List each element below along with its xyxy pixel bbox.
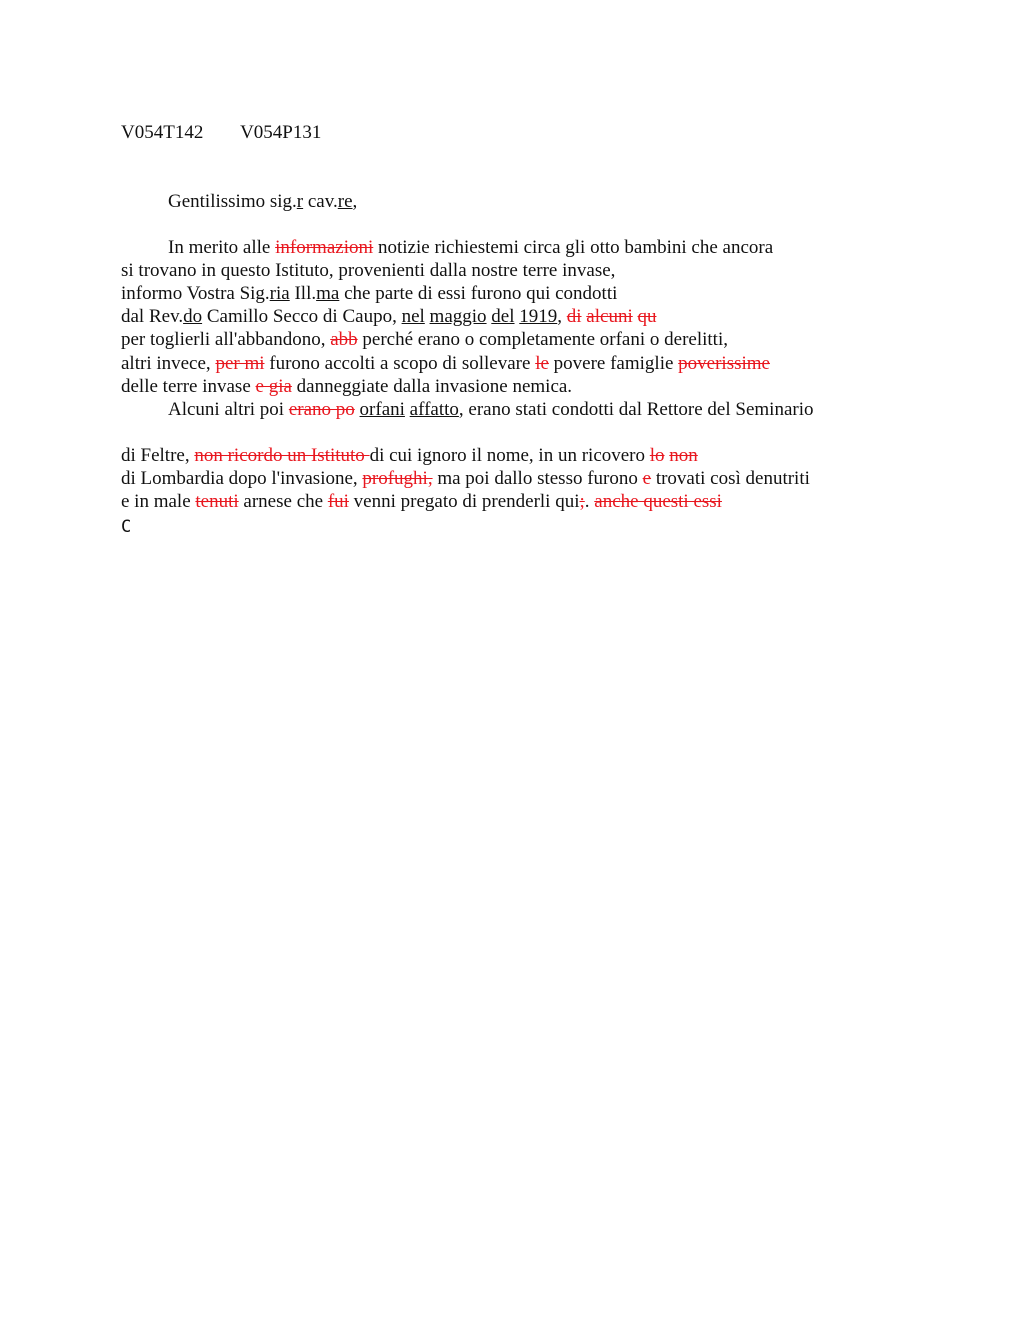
letter-line: [121, 516, 131, 539]
letter-line: [121, 467, 810, 490]
line-text: notizie richiestemi circa gli otto bambini che ancora: [373, 237, 774, 258]
line-text: , erano stati condotti dal Rettore del Seminario: [458, 399, 814, 420]
deleted-text: abb: [330, 329, 358, 350]
deleted-text: e gia: [255, 376, 292, 397]
underlined-text: nel: [401, 306, 425, 327]
deleted-text: non ricordo un Istituto: [194, 445, 370, 466]
line-text: cav.: [303, 191, 338, 212]
deleted-text: fui: [327, 491, 349, 512]
letter-line: [121, 375, 572, 398]
line-text: per toglierli all'abbandono,: [121, 329, 331, 350]
line-text: si trovano in questo Istituto, provenienti dalla nostre terre invase,: [121, 260, 616, 281]
letter-line: [168, 398, 814, 421]
line-text: Camillo Secco di Caupo,: [202, 306, 402, 327]
line-text: ma poi dallo stesso furono: [432, 468, 643, 489]
underlined-text: re: [337, 191, 353, 212]
deleted-text: poverissime: [678, 353, 770, 374]
deleted-text: alcuni: [586, 306, 633, 327]
underlined-text: 1919: [519, 306, 558, 327]
line-text: informo Vostra Sig.: [121, 283, 270, 304]
line-text: venni pregato di prenderli qui: [348, 491, 580, 512]
line-text: C: [121, 517, 132, 537]
document-code: V054T142: [121, 122, 204, 143]
deleted-text: lo: [649, 445, 665, 466]
line-text: dal Rev.: [121, 306, 184, 327]
deleted-text: e: [642, 468, 652, 489]
line-text: Ill.: [289, 283, 317, 304]
underlined-text: do: [183, 306, 203, 327]
line-text: di cui ignoro il nome, in un ricovero: [369, 445, 650, 466]
letter-line: [168, 190, 357, 213]
letter-line: [121, 444, 698, 467]
page-code: V054P131: [240, 122, 322, 143]
underlined-text: orfani: [359, 399, 405, 420]
document-header: [121, 121, 321, 144]
deleted-text: tenuti: [195, 491, 239, 512]
line-text: di Lombardia dopo l'invasione,: [121, 468, 363, 489]
line-text: che parte di essi furono qui condotti: [339, 283, 618, 304]
line-text: furono accolti a scopo di sollevare: [264, 353, 536, 374]
underlined-text: r: [296, 191, 304, 212]
line-text: ,: [352, 191, 358, 212]
line-text: di Feltre,: [121, 445, 195, 466]
line-text: povere famiglie: [548, 353, 679, 374]
deleted-text: qu: [637, 306, 657, 327]
line-text: Alcuni altri poi: [168, 399, 289, 420]
underlined-text: ria: [269, 283, 290, 304]
underlined-text: del: [491, 306, 515, 327]
line-text: .: [584, 491, 595, 512]
underlined-text: affatto: [409, 399, 459, 420]
line-text: ,: [557, 306, 567, 327]
deleted-text: ;: [579, 491, 585, 512]
line-text: danneggiate dalla invasione nemica.: [291, 376, 573, 397]
underlined-text: maggio: [429, 306, 487, 327]
letter-line: [121, 352, 770, 375]
line-text: delle terre invase: [121, 376, 256, 397]
line-text: Gentilissimo sig.: [168, 191, 297, 212]
letter-line: [121, 259, 615, 282]
letter-line: [168, 236, 773, 259]
deleted-text: non: [669, 445, 698, 466]
deleted-text: erano po: [288, 399, 355, 420]
underlined-text: ma: [316, 283, 340, 304]
letter-line: [121, 328, 728, 351]
deleted-text: per mi: [215, 353, 265, 374]
deleted-text: di: [566, 306, 582, 327]
line-text: trovati così denutriti: [651, 468, 810, 489]
deleted-text: profughi,: [362, 468, 433, 489]
letter-line: [121, 305, 656, 328]
deleted-text: le: [535, 353, 549, 374]
letter-line: [121, 490, 722, 513]
line-text: In merito alle: [168, 237, 276, 258]
line-text: e in male: [121, 491, 196, 512]
line-text: altri invece,: [121, 353, 216, 374]
deleted-text: informazioni: [275, 237, 374, 258]
line-text: perché erano o completamente orfani o derelitti,: [357, 329, 728, 350]
deleted-text: anche questi essi: [594, 491, 722, 512]
line-text: arnese che: [238, 491, 328, 512]
letter-line: [121, 282, 617, 305]
